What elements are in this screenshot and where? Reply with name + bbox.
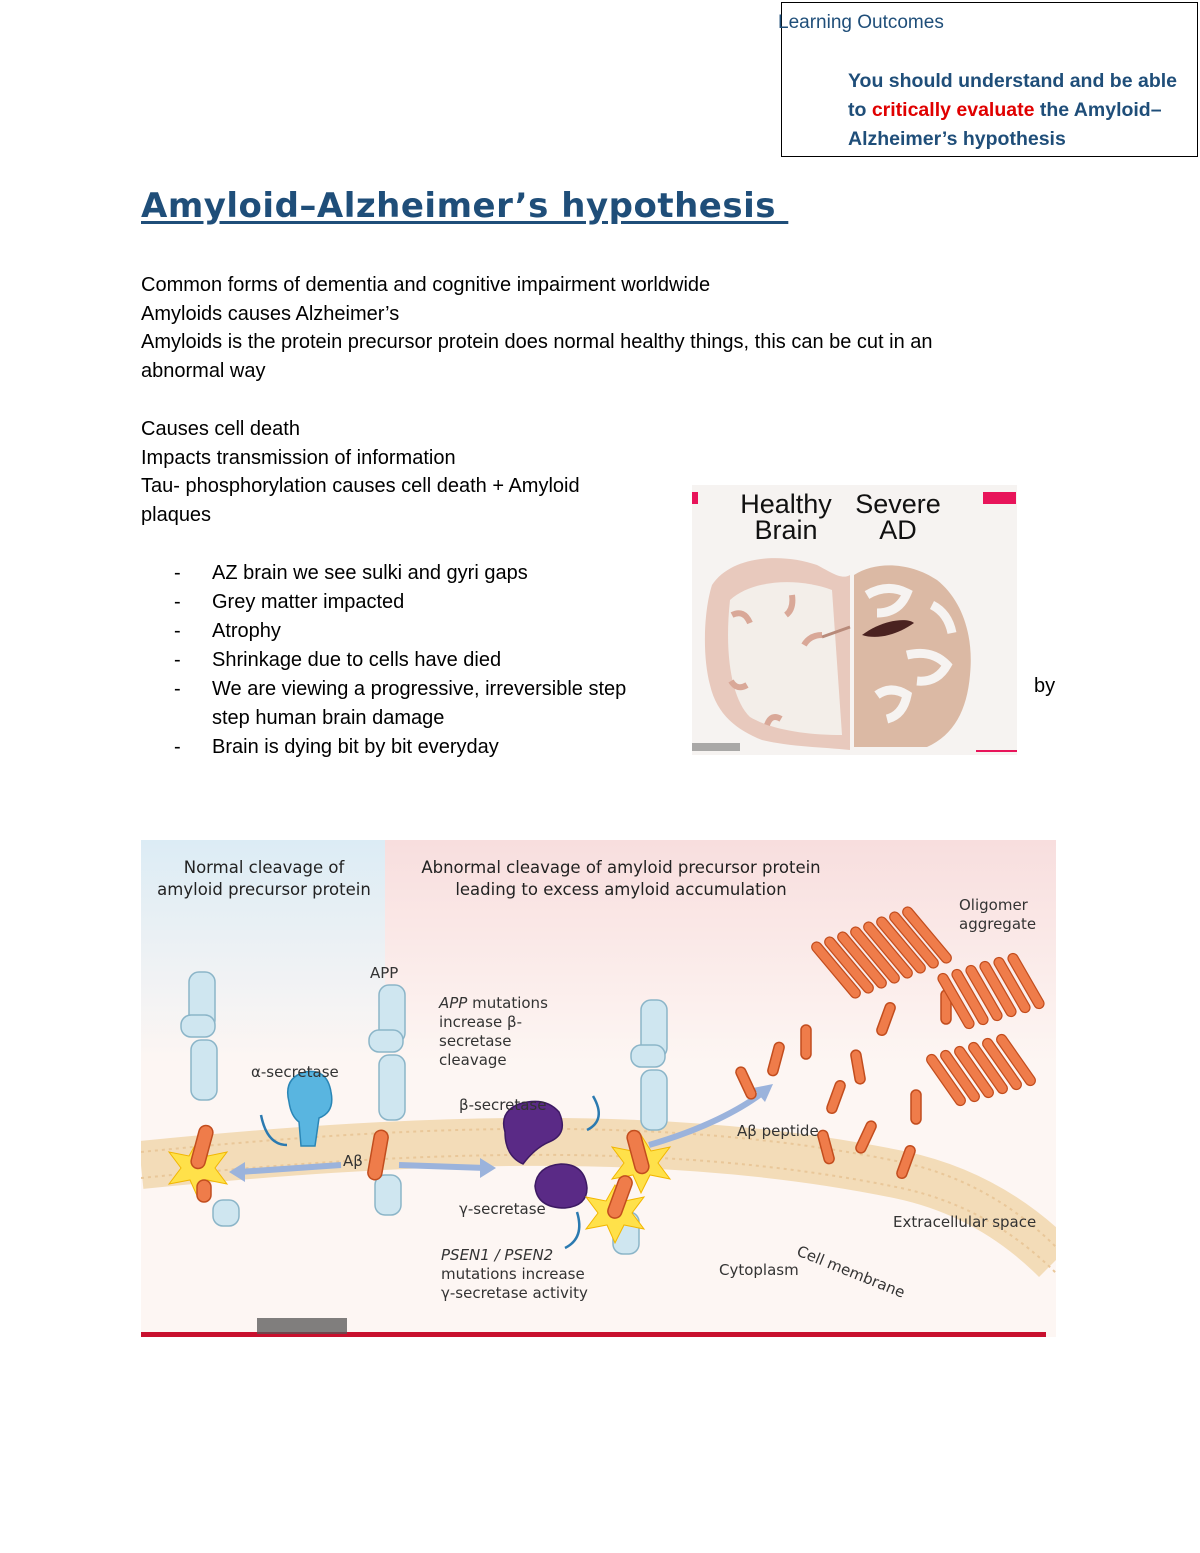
list-item-text: Brain is dying bit by bit everyday: [212, 736, 499, 758]
learning-outcomes-box: [778, 2, 1198, 157]
abeta-label: Aβ: [343, 1152, 363, 1170]
cytoplasm-label: Cytoplasm: [719, 1261, 799, 1279]
video-controls-icon: [692, 743, 740, 751]
app-mutations-text: mutations increase β-secretase cleavage: [439, 994, 548, 1069]
list-item: [141, 675, 742, 733]
brain-comparison-image: [692, 485, 1017, 755]
cell-membrane-label: Cell membrane: [794, 1242, 908, 1302]
effects-text: [141, 415, 580, 529]
effects-line: Causes cell death: [141, 418, 300, 440]
effects-line: Impacts transmission of information: [141, 446, 456, 469]
app-mutations-label: [439, 994, 559, 1070]
intro-line: Amyloids is the protein precursor protein does normal healthy things, this can be cut in an: [141, 331, 933, 353]
beta-secretase-label: β-secretase: [459, 1096, 547, 1114]
oligomer-label: Oligomer aggregate: [959, 896, 1037, 933]
learning-outcomes-text: [848, 67, 1188, 154]
normal-panel-bg: [141, 840, 385, 1337]
app-mutations-gene: APP: [439, 994, 468, 1012]
list-item-text: AZ brain we see sulki and gyri gaps: [212, 562, 528, 584]
normal-cleavage-title: Normal cleavage of amyloid precursor protein: [157, 858, 371, 899]
bullet-dash: -: [174, 620, 181, 642]
intro-line: abnormal way: [141, 359, 266, 382]
psen-genes: PSEN1 / PSEN2: [441, 1246, 554, 1264]
learning-outcomes-text-end: the Amyloid–Alzheimer’s hypothesis: [848, 99, 1162, 150]
bullet-continuation: by: [1034, 675, 1056, 697]
app-label: APP: [370, 964, 399, 982]
list-item-text: step human brain damage: [212, 707, 445, 729]
list-item-text: Shrinkage due to cells have died: [212, 649, 502, 671]
brain-slices-illustration: [692, 485, 1017, 755]
healthy-brain-label: Healthy Brain: [740, 489, 832, 545]
psen-mutations-label: [441, 1246, 591, 1303]
bullet-dash: -: [174, 736, 181, 758]
intro-text: [141, 271, 933, 385]
pathway-illustration: [141, 840, 1056, 1337]
bullet-dash: -: [174, 678, 181, 700]
accent-line: [976, 750, 1017, 752]
bullet-dash: -: [174, 562, 181, 584]
bullet-dash: -: [174, 649, 181, 671]
learning-outcomes-text-start: You should understand and be able to: [848, 70, 1177, 121]
video-controls-icon: [257, 1318, 347, 1334]
abnormal-cleavage-title: Abnormal cleavage of amyloid precursor protein leading to excess amyloid accumulation: [421, 858, 821, 899]
intro-line: Amyloids causes Alzheimer’s: [141, 302, 400, 325]
effects-line: Tau- phosphorylation causes cell death + Amyloid: [141, 475, 580, 497]
page-title: Amyloid–Alzheimer’s hypothesis: [141, 186, 789, 226]
abeta-peptide-label: Aβ peptide: [737, 1122, 819, 1140]
list-item-text: Atrophy: [212, 620, 281, 642]
extracellular-label: Extracellular space: [893, 1213, 1037, 1231]
list-item-text: Grey matter impacted: [212, 591, 405, 613]
gamma-secretase-label: γ-secretase: [459, 1200, 546, 1218]
learning-outcomes-title: Learning Outcomes: [778, 12, 944, 33]
psen-mutations-text: mutations increase γ-secretase activity: [441, 1265, 588, 1302]
amyloid-pathway-diagram: [141, 840, 1056, 1337]
list-item-text: We are viewing a progressive, irreversible step: [212, 678, 627, 700]
effects-line: plaques: [141, 503, 212, 526]
alpha-secretase-label: α-secretase: [251, 1063, 339, 1081]
severe-ad-label: Severe AD: [855, 489, 941, 545]
intro-line: Common forms of dementia and cognitive impairment worldwide: [141, 274, 711, 296]
learning-outcomes-highlight: critically evaluate: [871, 99, 1035, 121]
bullet-dash: -: [174, 591, 181, 613]
